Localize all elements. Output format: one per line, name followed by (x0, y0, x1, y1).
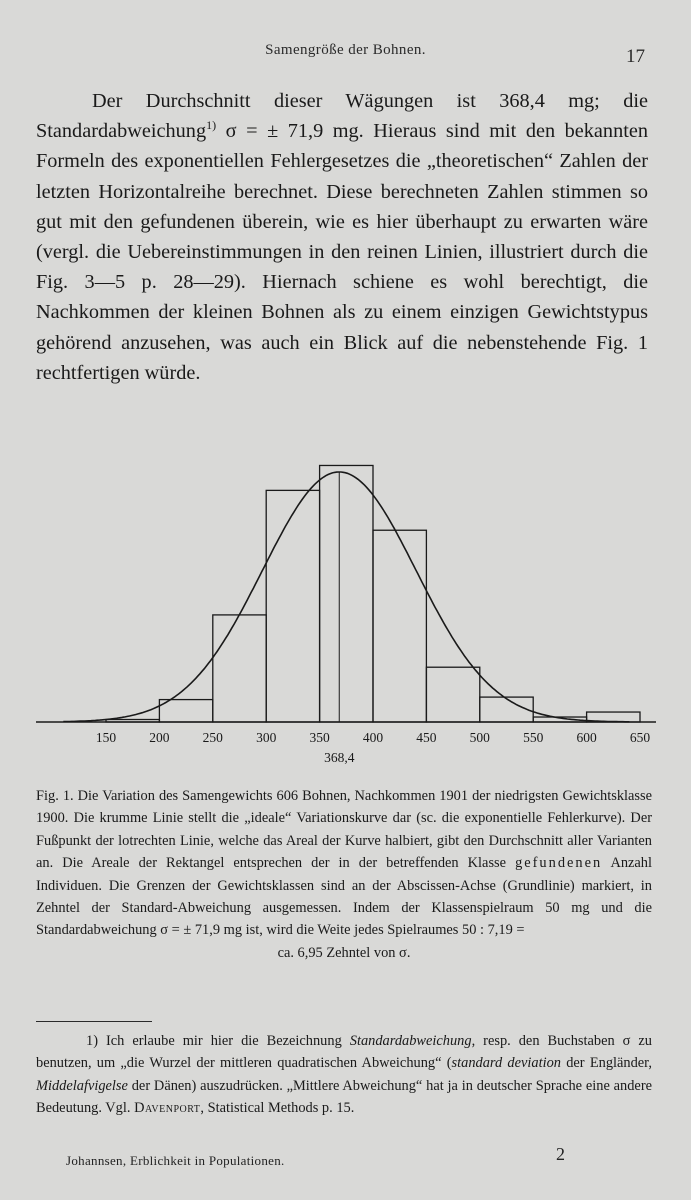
caption-spaced-word: gefundenen (515, 855, 603, 872)
footnote-text-part: der Dänen) auszudrücken. „Mittlere Abweichung“ hat ja in deutscher Sprache eine andere Bedeutung. Vgl. (36, 1077, 652, 1117)
sheet-number: 2 (556, 1144, 565, 1164)
footnote-text-part: , Statistical Methods p. 15. (200, 1100, 355, 1117)
footnote-rule (36, 1021, 152, 1022)
x-tick-label: 200 (149, 730, 170, 745)
figure-1 (0, 448, 691, 768)
histogram-chart (0, 448, 691, 768)
caption-text-part: Fig. 1. Die Variation des Samengewichts 606 Bohnen, Nachkommen 1901 der niedrigsten Gewichtsklasse 1900. Die krumme Linie stellt die „ideale“ Variationskurve dar (sc. die exponentielle Fehlerkurve). Der Fußpunkt der lotrechten Linie, welche das Areal der Kurve halbiert, gibt den Durchschnitt aller Varianten an. Die Areale der Rektangel entsprechen der in der betreffenden Klasse (36, 788, 652, 872)
running-head: Samengröße der Bohnen. (265, 42, 426, 58)
histogram-bar (480, 697, 533, 722)
footnote (36, 1030, 652, 1120)
histogram-bar (213, 615, 266, 722)
histogram-bar (320, 465, 373, 722)
figure-caption (36, 785, 652, 964)
x-tick-label: 350 (309, 730, 330, 745)
caption-last-line: ca. 6,95 Zehntel von σ. (277, 944, 411, 961)
body-text-part: Der Durchschnitt dieser Wägungen ist 368,4 mg; die Standardabweichung (36, 90, 648, 143)
x-tick-label: 150 (95, 730, 117, 745)
mean-label: 368,4 (324, 750, 355, 765)
footnote-text-part: , resp. den Buchstaben σ zu benutzen, um „die Wurzel der mittleren quadratischen Abweichung“ ( (36, 1033, 652, 1072)
histogram-bar (266, 490, 319, 722)
x-tick-label: 650 (629, 730, 651, 745)
footnote-text-part: 1) Ich erlaube mir hier die Bezeichnung (86, 1033, 350, 1049)
signature-line: Johannsen, Erblichkeit in Populationen. (66, 1153, 285, 1168)
histogram-bar (426, 667, 479, 722)
page-number: 17 (626, 46, 645, 67)
x-tick-label: 300 (256, 730, 277, 745)
x-tick-label: 600 (576, 730, 597, 745)
x-tick-label: 550 (523, 730, 544, 745)
footnote-text-part: der Engländer, (560, 1055, 652, 1072)
body-text-part: σ = ± 71,9 mg. Hieraus sind mit den bekannten Formeln des exponentiellen Fehlergesetzes die „theoretischen“ Zahlen der letzten Horizontalreihe berechnet. Diese berechneten Zahlen stimmen so gut mit den gefundenen überein, wie es hier überhaupt zu erwarten wäre (vergl. die Uebereinstimmungen in den reinen Linien, illustriert durch die Fig. 3—5 p. 28—29). Hiernach schiene es wohl berechtigt, die Nachkommen der kleinen Bohnen als zu einem einzigen Gewichtstypus gehörend anzusehen, was auch ein Blick auf die nebenstehende Fig. 1 rechtfertigen würde. (36, 120, 648, 384)
x-tick-label: 450 (416, 730, 437, 745)
body-paragraph (36, 86, 648, 388)
x-tick-label: 250 (202, 730, 223, 745)
histogram-bar (373, 530, 426, 722)
normal-curve (63, 472, 629, 722)
footnote-italic-term: standard deviation (451, 1055, 561, 1072)
footnote-italic-term: Standardabweichung (349, 1033, 472, 1049)
x-tick-label: 400 (362, 730, 384, 745)
caption-text-part: Anzahl Individuen. Die Grenzen der Gewichtsklassen sind an der Abscissen-Achse (Grundlinie) markiert, in Zehntel der Standard-Abweichung ausgemessen. Indem der Klassenspielraum 50 mg und die Standardabweichung σ = ± 71,9 mg ist, wird die Weite jedes Spielraumes 50 : 7,19 = (36, 855, 652, 939)
footnote-italic-term: Middelafvigelse (36, 1077, 128, 1094)
footnote-marker[interactable]: 1) (206, 118, 217, 133)
footnote-author-name: Davenport (134, 1100, 201, 1117)
x-tick-label: 500 (469, 730, 490, 745)
histogram-bar (159, 700, 212, 722)
